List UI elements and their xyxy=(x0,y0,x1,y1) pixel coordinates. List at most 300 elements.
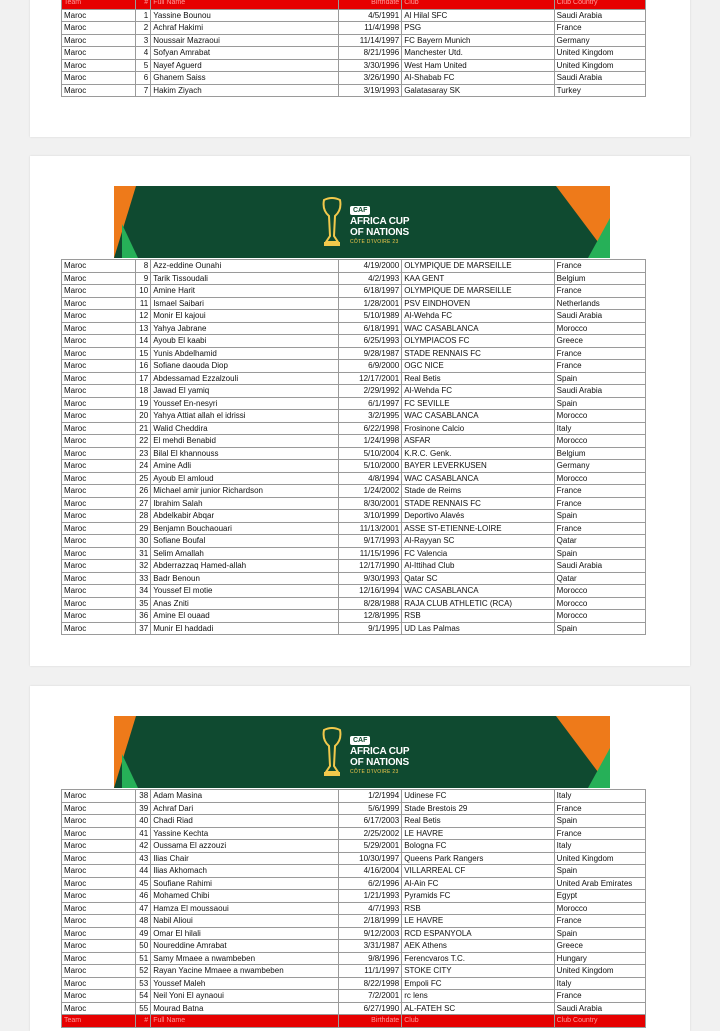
cell-club-country: Spain xyxy=(554,622,645,635)
cell-birthdate: 12/17/1990 xyxy=(338,560,401,573)
cell-club-country: Spain xyxy=(554,547,645,560)
table-row xyxy=(62,360,646,373)
cell-club-country: Qatar xyxy=(554,535,645,548)
cell-birthdate: 4/19/2000 xyxy=(338,260,401,273)
cell-team: Maroc xyxy=(62,940,136,953)
cell-club-country: Morocco xyxy=(554,610,645,623)
table-row xyxy=(62,585,646,598)
cell-number: 40 xyxy=(135,815,151,828)
cell-club-country: Saudi Arabia xyxy=(554,9,645,22)
cell-birthdate: 2/29/1992 xyxy=(338,385,401,398)
cell-number: 33 xyxy=(135,572,151,585)
cell-club: STOKE CITY xyxy=(402,965,554,978)
cell-team: Maroc xyxy=(62,915,136,928)
cell-number: 42 xyxy=(135,840,151,853)
cell-team: Maroc xyxy=(62,297,136,310)
cell-number: 21 xyxy=(135,422,151,435)
cell-team: Maroc xyxy=(62,827,136,840)
cell-club: RCD ESPANYOLA xyxy=(402,927,554,940)
cell-number: 45 xyxy=(135,877,151,890)
cell-club-country: Spain xyxy=(554,865,645,878)
cell-club-country: Morocco xyxy=(554,597,645,610)
cell-team: Maroc xyxy=(62,1002,136,1015)
cell-number: 32 xyxy=(135,560,151,573)
cell-full-name: Yahya Attiat allah el idrissi xyxy=(151,410,339,423)
cell-club-country: Morocco xyxy=(554,472,645,485)
cell-team: Maroc xyxy=(62,272,136,285)
cell-club: Real Betis xyxy=(402,372,554,385)
afcon-logo-text xyxy=(350,730,409,775)
cell-team: Maroc xyxy=(62,285,136,298)
cell-full-name: Youssef En-nesyri xyxy=(151,397,339,410)
cell-club-country: United Arab Emirates xyxy=(554,877,645,890)
cell-birthdate: 6/18/1991 xyxy=(338,322,401,335)
cell-birthdate: 8/30/2001 xyxy=(338,497,401,510)
cell-full-name: El mehdi Benabid xyxy=(151,435,339,448)
cell-birthdate: 4/2/1993 xyxy=(338,272,401,285)
header-cell-full-name: Full Name xyxy=(151,1015,339,1028)
cell-club-country: Egypt xyxy=(554,890,645,903)
cell-birthdate: 9/8/1996 xyxy=(338,952,401,965)
cell-club-country: Italy xyxy=(554,422,645,435)
cell-number: 11 xyxy=(135,297,151,310)
cell-team: Maroc xyxy=(62,802,136,815)
cell-club: WAC CASABLANCA xyxy=(402,410,554,423)
cell-birthdate: 8/22/1998 xyxy=(338,977,401,990)
cell-full-name: Sofiane daouda Diop xyxy=(151,360,339,373)
cell-birthdate: 12/16/1994 xyxy=(338,585,401,598)
cell-club-country: United Kingdom xyxy=(554,47,645,60)
cell-club-country: Spain xyxy=(554,510,645,523)
table-row xyxy=(62,260,646,273)
cell-full-name: Ismael Saibari xyxy=(151,297,339,310)
table-row xyxy=(62,927,646,940)
cell-club-country: Belgium xyxy=(554,272,645,285)
cell-team: Maroc xyxy=(62,47,136,60)
cell-number: 29 xyxy=(135,522,151,535)
table-row xyxy=(62,485,646,498)
cell-club: Queens Park Rangers xyxy=(402,852,554,865)
cell-team: Maroc xyxy=(62,890,136,903)
cell-number: 14 xyxy=(135,335,151,348)
cell-full-name: Munir El haddadi xyxy=(151,622,339,635)
table-row xyxy=(62,385,646,398)
green-stripe-right xyxy=(588,748,610,788)
cell-club: Manchester Utd. xyxy=(402,47,554,60)
table-row xyxy=(62,802,646,815)
cell-birthdate: 8/28/1988 xyxy=(338,597,401,610)
cell-club: rc lens xyxy=(402,990,554,1003)
cell-full-name: Tarik Tissoudali xyxy=(151,272,339,285)
cell-birthdate: 1/24/2002 xyxy=(338,485,401,498)
cell-team: Maroc xyxy=(62,34,136,47)
header-cell-number: # xyxy=(135,0,151,9)
afcon-banner xyxy=(114,186,610,258)
cell-club-country: France xyxy=(554,497,645,510)
table-row xyxy=(62,522,646,535)
cell-full-name: Ibrahim Salah xyxy=(151,497,339,510)
table-row xyxy=(62,572,646,585)
table-row xyxy=(62,34,646,47)
cell-birthdate: 12/17/2001 xyxy=(338,372,401,385)
table-row xyxy=(62,272,646,285)
cell-number: 51 xyxy=(135,952,151,965)
cell-birthdate: 6/18/1997 xyxy=(338,285,401,298)
cell-club-country: France xyxy=(554,827,645,840)
table-row xyxy=(62,397,646,410)
cell-birthdate: 11/14/1997 xyxy=(338,34,401,47)
cell-club: OLYMPIQUE DE MARSEILLE xyxy=(402,260,554,273)
cell-club-country: Germany xyxy=(554,34,645,47)
cell-number: 35 xyxy=(135,597,151,610)
cell-full-name: Neil Yoni El aynaoui xyxy=(151,990,339,1003)
cell-club: Real Betis xyxy=(402,815,554,828)
table-row xyxy=(62,472,646,485)
cell-club: FC Valencia xyxy=(402,547,554,560)
cell-birthdate: 6/2/1996 xyxy=(338,877,401,890)
cell-number: 50 xyxy=(135,940,151,953)
cell-club: K.R.C. Genk. xyxy=(402,447,554,460)
banner-line-1: AFRICA CUP xyxy=(350,746,410,757)
cell-birthdate: 3/19/1993 xyxy=(338,84,401,97)
afcon-logo-text xyxy=(350,200,409,245)
roster-body xyxy=(62,790,646,1028)
table-row xyxy=(62,965,646,978)
cell-number: 41 xyxy=(135,827,151,840)
cell-club-country: Italy xyxy=(554,977,645,990)
cell-team: Maroc xyxy=(62,447,136,460)
table-row xyxy=(62,535,646,548)
cell-birthdate: 2/18/1999 xyxy=(338,915,401,928)
cell-number: 18 xyxy=(135,385,151,398)
cell-full-name: Sofyan Amrabat xyxy=(151,47,339,60)
cell-club: Pyramids FC xyxy=(402,890,554,903)
cell-number: 54 xyxy=(135,990,151,1003)
cell-birthdate: 5/29/2001 xyxy=(338,840,401,853)
cell-club-country: Greece xyxy=(554,335,645,348)
cell-club-country: Turkey xyxy=(554,84,645,97)
table-row xyxy=(62,422,646,435)
cell-team: Maroc xyxy=(62,535,136,548)
cell-club: RSB xyxy=(402,902,554,915)
document-page-3 xyxy=(30,686,690,1031)
header-cell-club: Club xyxy=(402,0,554,9)
cell-birthdate: 3/2/1995 xyxy=(338,410,401,423)
cell-birthdate: 4/8/1994 xyxy=(338,472,401,485)
cell-full-name: Mourad Batna xyxy=(151,1002,339,1015)
cell-number: 34 xyxy=(135,585,151,598)
cell-number: 13 xyxy=(135,322,151,335)
cell-club: Empoli FC xyxy=(402,977,554,990)
cell-number: 3 xyxy=(135,34,151,47)
cell-club: WAC CASABLANCA xyxy=(402,322,554,335)
cell-number: 27 xyxy=(135,497,151,510)
cell-full-name: Ayoub El amloud xyxy=(151,472,339,485)
table-row xyxy=(62,72,646,85)
cell-club: LE HAVRE xyxy=(402,915,554,928)
cell-number: 19 xyxy=(135,397,151,410)
cell-full-name: Samy Mmaee a nwambeben xyxy=(151,952,339,965)
table-row xyxy=(62,610,646,623)
cell-club-country: Morocco xyxy=(554,902,645,915)
cell-club-country: Spain xyxy=(554,397,645,410)
cell-club: Al-Ain FC xyxy=(402,877,554,890)
cell-club-country: France xyxy=(554,22,645,35)
cell-team: Maroc xyxy=(62,965,136,978)
cell-club-country: United Kingdom xyxy=(554,59,645,72)
cell-number: 9 xyxy=(135,272,151,285)
cell-birthdate: 3/26/1990 xyxy=(338,72,401,85)
cell-club: WAC CASABLANCA xyxy=(402,585,554,598)
table-row xyxy=(62,597,646,610)
cell-club-country: France xyxy=(554,347,645,360)
cell-club: FC SEVILLE xyxy=(402,397,554,410)
cell-club-country: Germany xyxy=(554,460,645,473)
cell-team: Maroc xyxy=(62,815,136,828)
cell-birthdate: 7/2/2001 xyxy=(338,990,401,1003)
cell-club: PSG xyxy=(402,22,554,35)
cell-full-name: Achraf Dari xyxy=(151,802,339,815)
cell-team: Maroc xyxy=(62,397,136,410)
cell-full-name: Abdessamad Ezzalzouli xyxy=(151,372,339,385)
cell-club: AEK Athens xyxy=(402,940,554,953)
cell-club-country: France xyxy=(554,522,645,535)
cell-team: Maroc xyxy=(62,622,136,635)
cell-full-name: Amine Adli xyxy=(151,460,339,473)
cell-club: Frosinone Calcio xyxy=(402,422,554,435)
cell-club-country: France xyxy=(554,990,645,1003)
table-row xyxy=(62,322,646,335)
cell-full-name: Yahya Jabrane xyxy=(151,322,339,335)
cell-team: Maroc xyxy=(62,9,136,22)
table-row xyxy=(62,460,646,473)
cell-club-country: France xyxy=(554,915,645,928)
cell-full-name: Youssef Maleh xyxy=(151,977,339,990)
cell-birthdate: 11/4/1998 xyxy=(338,22,401,35)
cell-club-country: France xyxy=(554,802,645,815)
header-cell-birthdate: Birthdate xyxy=(338,0,401,9)
roster-body xyxy=(62,0,646,97)
caf-badge: CAF xyxy=(350,736,370,745)
cell-birthdate: 6/17/2003 xyxy=(338,815,401,828)
cell-club-country: Spain xyxy=(554,815,645,828)
cell-birthdate: 11/15/1996 xyxy=(338,547,401,560)
header-cell-number: # xyxy=(135,1015,151,1028)
cell-birthdate: 6/1/1997 xyxy=(338,397,401,410)
cell-number: 10 xyxy=(135,285,151,298)
document-page-2 xyxy=(30,156,690,666)
cell-birthdate: 9/1/1995 xyxy=(338,622,401,635)
roster-table-1 xyxy=(61,0,646,97)
table-row xyxy=(62,815,646,828)
cell-full-name: Noussair Mazraoui xyxy=(151,34,339,47)
cell-full-name: Badr Benoun xyxy=(151,572,339,585)
cell-number: 36 xyxy=(135,610,151,623)
cell-club-country: Italy xyxy=(554,840,645,853)
cell-club: UD Las Palmas xyxy=(402,622,554,635)
cell-club-country: Saudi Arabia xyxy=(554,385,645,398)
cell-club: Al-Shabab FC xyxy=(402,72,554,85)
cell-full-name: Achraf Hakimi xyxy=(151,22,339,35)
cell-team: Maroc xyxy=(62,902,136,915)
cell-club-country: Belgium xyxy=(554,447,645,460)
cell-club: PSV EINDHOVEN xyxy=(402,297,554,310)
header-cell-club-country: Club Country xyxy=(554,1015,645,1028)
cell-birthdate: 4/7/1993 xyxy=(338,902,401,915)
cell-full-name: Noureddine Amrabat xyxy=(151,940,339,953)
cell-club-country: France xyxy=(554,485,645,498)
cell-number: 31 xyxy=(135,547,151,560)
cell-number: 15 xyxy=(135,347,151,360)
cell-club: VILLARREAL CF xyxy=(402,865,554,878)
cell-team: Maroc xyxy=(62,877,136,890)
cell-team: Maroc xyxy=(62,385,136,398)
cell-team: Maroc xyxy=(62,610,136,623)
cell-club: Stade Brestois 29 xyxy=(402,802,554,815)
cell-team: Maroc xyxy=(62,547,136,560)
cell-birthdate: 9/30/1993 xyxy=(338,572,401,585)
cell-team: Maroc xyxy=(62,460,136,473)
table-row xyxy=(62,915,646,928)
cell-team: Maroc xyxy=(62,585,136,598)
cell-club: Ferencvaros T.C. xyxy=(402,952,554,965)
banner-line-2: OF NATIONS xyxy=(350,757,409,768)
cell-team: Maroc xyxy=(62,522,136,535)
cell-club-country: Greece xyxy=(554,940,645,953)
cell-team: Maroc xyxy=(62,865,136,878)
table-row xyxy=(62,47,646,60)
cell-number: 8 xyxy=(135,260,151,273)
table-row xyxy=(62,890,646,903)
banner-line-2: OF NATIONS xyxy=(350,227,409,238)
cell-full-name: Adam Masina xyxy=(151,790,339,803)
trophy-icon xyxy=(320,726,344,778)
cell-number: 23 xyxy=(135,447,151,460)
table-row xyxy=(62,310,646,323)
cell-birthdate: 11/1/1997 xyxy=(338,965,401,978)
cell-number: 20 xyxy=(135,410,151,423)
cell-club: OGC NICE xyxy=(402,360,554,373)
cell-number: 5 xyxy=(135,59,151,72)
cell-team: Maroc xyxy=(62,472,136,485)
table-row xyxy=(62,435,646,448)
header-cell-club: Club xyxy=(402,1015,554,1028)
table-row xyxy=(62,790,646,803)
header-cell-club-country: Club Country xyxy=(554,0,645,9)
cell-number: 16 xyxy=(135,360,151,373)
cell-club-country: France xyxy=(554,285,645,298)
cell-club-country: France xyxy=(554,260,645,273)
cell-birthdate: 3/10/1999 xyxy=(338,510,401,523)
cell-club-country: Saudi Arabia xyxy=(554,1002,645,1015)
document-page-1 xyxy=(30,0,690,137)
cell-team: Maroc xyxy=(62,560,136,573)
cell-number: 52 xyxy=(135,965,151,978)
table-row xyxy=(62,59,646,72)
cell-club: Al-Wehda FC xyxy=(402,310,554,323)
cell-number: 53 xyxy=(135,977,151,990)
cell-full-name: Walid Cheddira xyxy=(151,422,339,435)
cell-full-name: Amine El ouaad xyxy=(151,610,339,623)
cell-team: Maroc xyxy=(62,790,136,803)
cell-club: ASFAR xyxy=(402,435,554,448)
cell-birthdate: 10/30/1997 xyxy=(338,852,401,865)
cell-birthdate: 11/13/2001 xyxy=(338,522,401,535)
cell-number: 7 xyxy=(135,84,151,97)
cell-number: 30 xyxy=(135,535,151,548)
table-header-row xyxy=(62,0,646,9)
cell-full-name: Jawad El yamiq xyxy=(151,385,339,398)
cell-number: 28 xyxy=(135,510,151,523)
cell-club-country: Spain xyxy=(554,372,645,385)
cell-club-country: Saudi Arabia xyxy=(554,310,645,323)
cell-club: LE HAVRE xyxy=(402,827,554,840)
table-row xyxy=(62,285,646,298)
cell-team: Maroc xyxy=(62,422,136,435)
cell-full-name: Yassine Bounou xyxy=(151,9,339,22)
cell-birthdate: 2/25/2002 xyxy=(338,827,401,840)
cell-full-name: Rayan Yacine Mmaee a nwambeben xyxy=(151,965,339,978)
table-row xyxy=(62,22,646,35)
cell-number: 37 xyxy=(135,622,151,635)
cell-team: Maroc xyxy=(62,372,136,385)
table-row xyxy=(62,952,646,965)
cell-full-name: Ghanem Saiss xyxy=(151,72,339,85)
cell-birthdate: 9/17/1993 xyxy=(338,535,401,548)
cell-full-name: Yunis Abdelhamid xyxy=(151,347,339,360)
cell-number: 47 xyxy=(135,902,151,915)
cell-birthdate: 4/16/2004 xyxy=(338,865,401,878)
cell-club-country: Qatar xyxy=(554,572,645,585)
header-cell-full-name: Full Name xyxy=(151,0,339,9)
table-row xyxy=(62,510,646,523)
cell-club: Al-Ittihad Club xyxy=(402,560,554,573)
cell-club-country: Hungary xyxy=(554,952,645,965)
cell-club-country: Italy xyxy=(554,790,645,803)
cell-full-name: Selim Amallah xyxy=(151,547,339,560)
header-cell-birthdate: Birthdate xyxy=(338,1015,401,1028)
trophy-icon xyxy=(320,196,344,248)
cell-birthdate: 6/25/1993 xyxy=(338,335,401,348)
cell-team: Maroc xyxy=(62,435,136,448)
cell-club: Galatasaray SK xyxy=(402,84,554,97)
cell-club: KAA GENT xyxy=(402,272,554,285)
table-row xyxy=(62,622,646,635)
cell-number: 55 xyxy=(135,1002,151,1015)
cell-club: BAYER LEVERKUSEN xyxy=(402,460,554,473)
cell-birthdate: 12/8/1995 xyxy=(338,610,401,623)
table-row xyxy=(62,560,646,573)
cell-team: Maroc xyxy=(62,485,136,498)
cell-club: Bologna FC xyxy=(402,840,554,853)
table-row xyxy=(62,852,646,865)
cell-birthdate: 6/27/1990 xyxy=(338,1002,401,1015)
cell-number: 17 xyxy=(135,372,151,385)
cell-full-name: Abderrazzaq Hamed-allah xyxy=(151,560,339,573)
cell-birthdate: 8/21/1996 xyxy=(338,47,401,60)
cell-full-name: Benjamn Bouchaouari xyxy=(151,522,339,535)
cell-number: 22 xyxy=(135,435,151,448)
cell-club: Qatar SC xyxy=(402,572,554,585)
cell-birthdate: 1/2/1994 xyxy=(338,790,401,803)
cell-club: STADE RENNAIS FC xyxy=(402,347,554,360)
cell-full-name: Yassine Kechta xyxy=(151,827,339,840)
table-row xyxy=(62,447,646,460)
cell-birthdate: 3/30/1996 xyxy=(338,59,401,72)
cell-team: Maroc xyxy=(62,360,136,373)
table-row xyxy=(62,940,646,953)
cell-team: Maroc xyxy=(62,510,136,523)
